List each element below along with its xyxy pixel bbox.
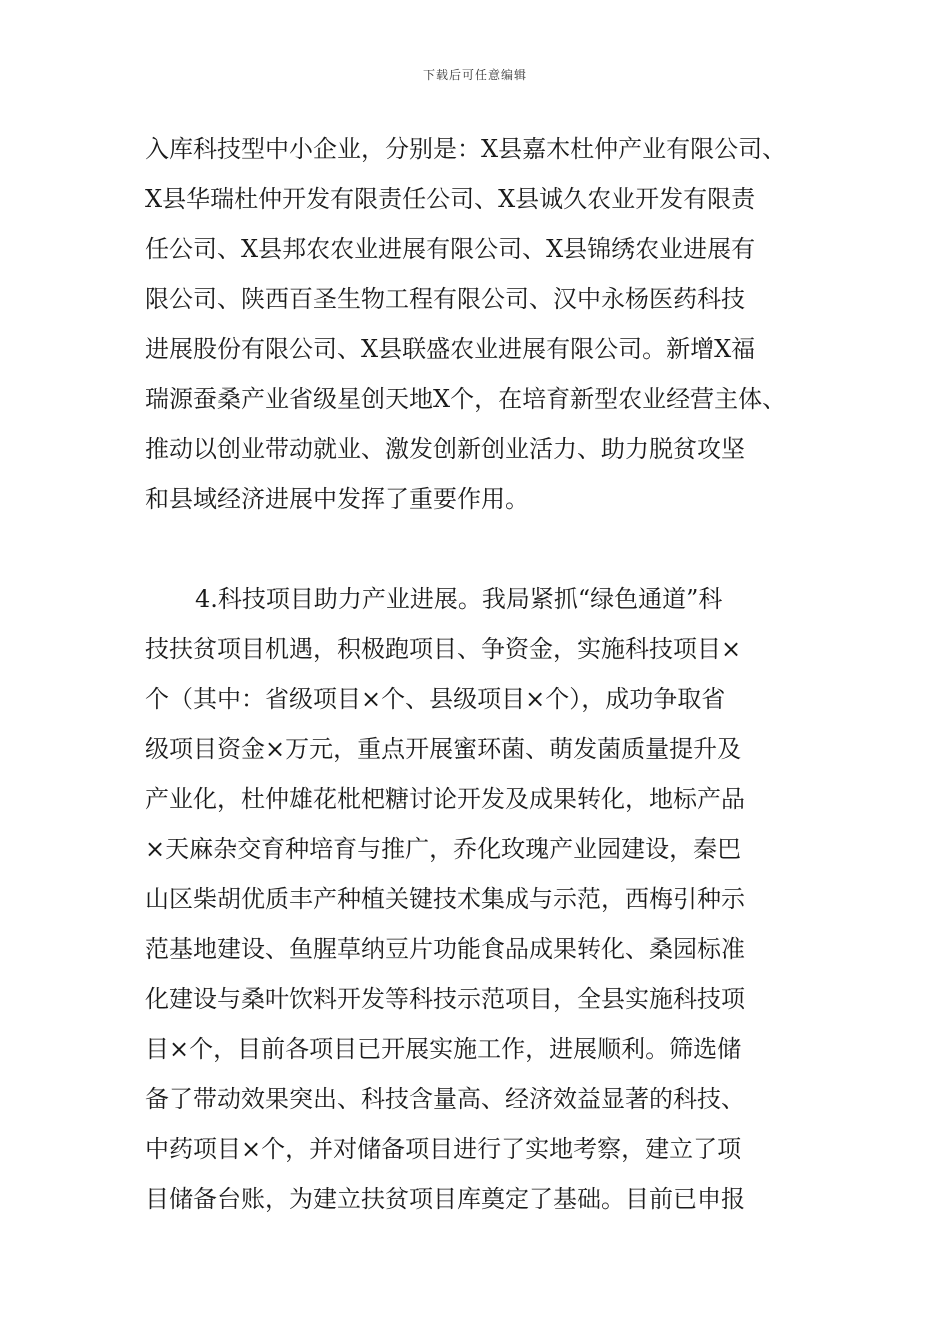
- text-line: 瑞源蚕桑产业省级星创天地X个，在培育新型农业经营主体、: [145, 385, 787, 413]
- text-line: 级项目资金×万元，重点开展蜜环菌、萌发菌质量提升及: [145, 735, 742, 763]
- text-line: 进展股份有限公司、X县联盛农业进展有限公司。新增X福: [145, 335, 756, 363]
- text-line: 推动以创业带动就业、激发创新创业活力、助力脱贫攻坚: [145, 435, 745, 463]
- text-line: 和县域经济进展中发挥了重要作用。: [145, 485, 529, 513]
- text-line: 个（其中：省级项目×个、县级项目×个），成功争取省: [145, 685, 726, 713]
- text-line: 入库科技型中小企业，分别是：X县嘉木杜仲产业有限公司、: [145, 135, 787, 163]
- text-line: 限公司、陕西百圣生物工程有限公司、汉中永杨医药科技: [145, 285, 745, 313]
- text-line: 化建设与桑叶饮料开发等科技示范项目，全县实施科技项: [145, 985, 745, 1013]
- text-line: 产业化，杜仲雄花枇杷糖讨论开发及成果转化，地标产品: [145, 785, 745, 813]
- text-line: 目储备台账，为建立扶贫项目库奠定了基础。目前已申报: [145, 1185, 745, 1213]
- paragraph-tech-projects: [145, 574, 815, 1224]
- text-line: 中药项目×个，并对储备项目进行了实地考察，建立了项: [145, 1135, 742, 1163]
- text-line: 任公司、X县邦农农业进展有限公司、X县锦绣农业进展有: [145, 235, 756, 263]
- text-line-first: 4.科技项目助力产业进展。我局紧抓“绿色通道”科: [195, 585, 723, 613]
- text-line: 备了带动效果突出、科技含量高、经济效益显著的科技、: [145, 1085, 745, 1113]
- text-line: 山区柴胡优质丰产种植关键技术集成与示范，西梅引种示: [145, 885, 745, 913]
- text-line: 范基地建设、鱼腥草纳豆片功能食品成果转化、桑园标准: [145, 935, 745, 963]
- paragraph-enterprises: [145, 124, 815, 524]
- page-header: 下载后可任意编辑: [422, 68, 527, 82]
- text-line: ×天麻杂交育种培育与推广，乔化玫瑰产业园建设，秦巴: [145, 835, 742, 863]
- text-line: X县华瑞杜仲开发有限责任公司、X县诚久农业开发有限责: [145, 185, 756, 213]
- text-line: 技扶贫项目机遇，积极跑项目、争资金，实施科技项目×: [145, 635, 742, 663]
- text-line: 目×个，目前各项目已开展实施工作，进展顺利。筛选储: [145, 1035, 742, 1063]
